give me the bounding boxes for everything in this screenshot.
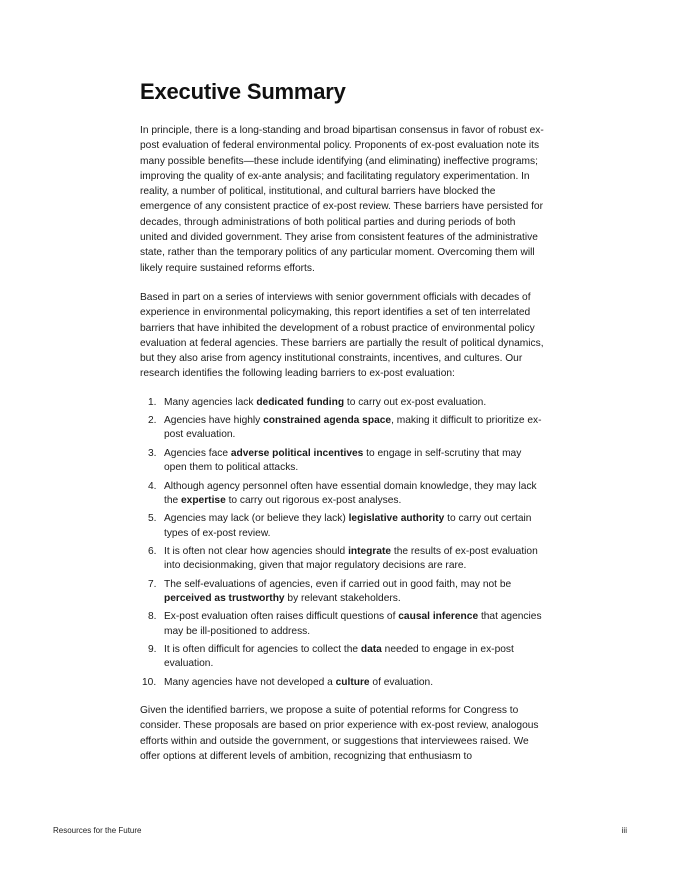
list-item-text: Agencies face [164, 447, 231, 459]
list-item-text: by relevant stakeholders. [284, 592, 401, 604]
list-item-text: It is often not clear how agencies should [164, 546, 349, 558]
list-item [140, 610, 544, 638]
list-item-number: 9. [148, 644, 157, 656]
list-item-bold-text: integrate [348, 546, 392, 558]
list-item-text: Many agencies have not developed a [164, 676, 336, 688]
list-item-number: 1. [148, 396, 157, 408]
list-item-number: 10. [142, 676, 157, 688]
list-item [140, 676, 544, 690]
list-item-text: to engage in self-scrutiny that may open them to political attacks. [164, 447, 522, 474]
list-item-text: to carry out rigorous ex-post analyses. [225, 494, 402, 506]
list-item-bold-text: legislative authority [348, 513, 445, 525]
list-item-bold-text: perceived as trustworthy [164, 592, 285, 604]
list-item-text: Many agencies lack [164, 396, 257, 408]
list-item-bold-text: dedicated funding [256, 396, 345, 408]
list-item [140, 414, 544, 442]
list-item-number: 7. [148, 578, 157, 590]
list-item-text: to carry out ex-post evaluation. [344, 396, 487, 408]
list-item-text: needed to engage in ex-post evaluation. [164, 644, 514, 670]
list-item-number: 8. [148, 611, 157, 623]
barriers-list [140, 396, 544, 690]
footer-page-number: iii [621, 826, 627, 835]
list-item-bold-text: expertise [181, 494, 226, 506]
list-item [140, 578, 544, 606]
list-item-bold-text: constrained agenda space [263, 415, 392, 427]
list-item-text: The self-evaluations of agencies, even if carried out in good faith, may not be [164, 578, 512, 590]
list-item-text: Agencies have highly [164, 415, 264, 427]
list-item-text: the results of ex-post evaluation into decisionmaking, given that major regulatory decisions are rare. [164, 546, 538, 572]
list-item-number: 3. [148, 447, 157, 459]
list-item-text: Agencies may lack (or believe they lack) [164, 513, 349, 525]
list-item-text: It is often difficult for agencies to collect the [164, 644, 361, 656]
list-item [140, 396, 544, 410]
footer-publisher: Resources for the Future [53, 826, 142, 835]
list-item [140, 512, 544, 540]
list-item-bold-text: data [360, 644, 382, 656]
list-item [140, 545, 544, 573]
research-paragraph: Based in part on a series of interviews with senior government officials with decades of experience in environmental policymaking, this report identifies a set of ten interrelated barriers that have inhibited the development of a robust practice of environmental policy evaluation at federal agencies. These barriers are partially the result of political dynamics, but they also arise from agency institutional constraints, incentives, and cultures. Our research identifies the following leading barriers to ex-post evaluation: [140, 291, 544, 380]
list-item [140, 643, 544, 671]
page-title: Executive Summary [140, 79, 346, 104]
list-item-text: that agencies may be ill-positioned to address. [164, 611, 542, 637]
list-item-bold-text: culture [335, 676, 370, 688]
page-content [140, 78, 544, 778]
intro-paragraph: In principle, there is a long-standing and broad bipartisan consensus in favor of robust ex-post evaluation of federal environmental policy. Proponents of ex-post evaluation note its many possible benefits—these include identifying (and eliminating) ineffective programs; improving the quality of ex-ante analysis; and facilitating regulatory experimentation. In reality, a number of political, institutional, and cultural barriers have blocked the emergence of any consistent practice of ex-post review. These barriers have persisted for decades, through administrations of both political parties and during periods of both united and divided government. They arise from consistent features of the administrative state, rather than the temporary politics of any particular moment. Overcoming them will likely require sustained reforms efforts. [140, 125, 544, 274]
list-item [140, 480, 544, 508]
list-item [140, 447, 544, 475]
list-item-text: , making it difficult to prioritize ex-post evaluation. [164, 415, 542, 441]
list-item-text: to carry out certain types of ex-post review. [164, 513, 532, 539]
list-item-number: 6. [148, 546, 157, 558]
list-item-number: 5. [148, 513, 157, 525]
reforms-paragraph: Given the identified barriers, we propose a suite of potential reforms for Congress to consider. These proposals are based on prior experience with ex-post review, analogous efforts within and outside the government, or suggestions that interviewees raised. We offer options at different levels of ambition, recognizing that enthusiasm to [140, 705, 539, 762]
list-item-number: 2. [148, 415, 157, 427]
list-item-number: 4. [148, 480, 157, 492]
list-item-bold-text: causal inference [398, 611, 479, 623]
list-item-text: Ex-post evaluation often raises difficult questions of [164, 611, 399, 623]
list-item-text: of evaluation. [369, 676, 434, 688]
list-item-bold-text: adverse political incentives [230, 447, 364, 459]
list-item-text: Although agency personnel often have essential domain knowledge, they may lack the [164, 480, 537, 506]
